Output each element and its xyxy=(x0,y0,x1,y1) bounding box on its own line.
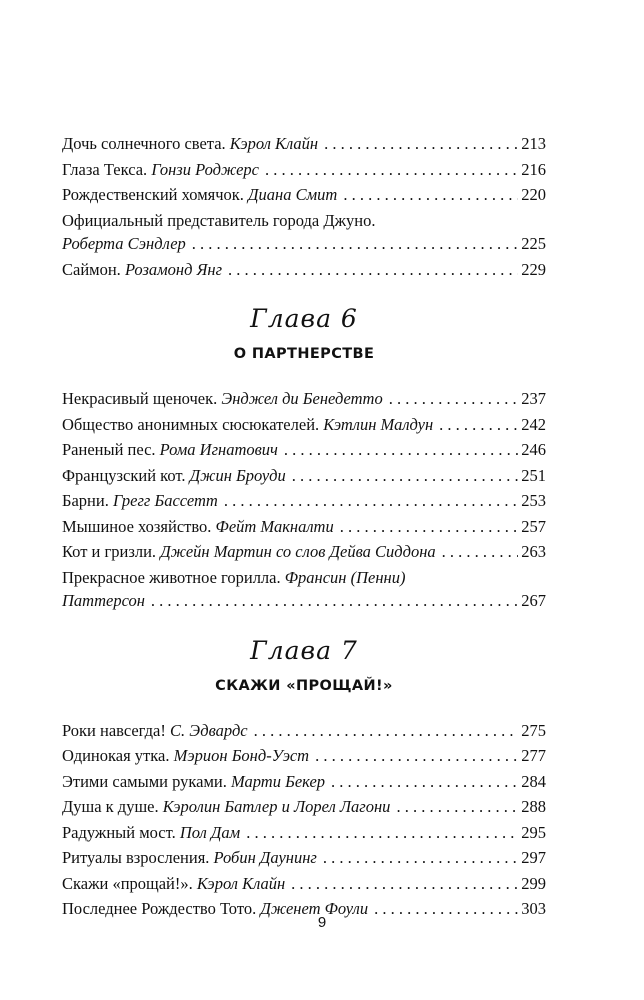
toc-entry xyxy=(62,515,546,539)
chapter-number: Глава 6 xyxy=(250,304,358,333)
toc-entry xyxy=(62,438,546,462)
toc-entry xyxy=(62,158,546,182)
entry-page: 246 xyxy=(521,440,546,459)
entry-page: 297 xyxy=(521,848,546,867)
entry-title: Рождественский хомячок. xyxy=(62,185,244,204)
entry-title: Одинокая утка. xyxy=(62,746,170,765)
entry-page: 237 xyxy=(521,389,546,408)
entry-author: Рома Игнатович xyxy=(159,440,278,459)
entry-author: Франсин (Пенни) xyxy=(284,567,406,587)
leader-dots xyxy=(396,795,518,819)
entry-author: Роберта Сэндлер xyxy=(62,234,186,253)
entry-author: Джейн Мартин со слов Дейва Сиддона xyxy=(160,542,436,561)
leader-dots xyxy=(343,183,518,207)
entry-page: 225 xyxy=(521,234,546,253)
chapter-heading xyxy=(62,303,546,365)
entry-page: 295 xyxy=(521,822,546,842)
entry-author: Мэрион Бонд-Уэст xyxy=(173,746,310,765)
toc-entry xyxy=(62,744,546,768)
entry-title: Этими самыми руками. xyxy=(62,771,227,791)
entry-page: 303 xyxy=(521,899,546,918)
entry-author: Робин Даунинг xyxy=(213,848,317,867)
entry-page: 267 xyxy=(521,591,546,610)
entry-author: Розамонд Янг xyxy=(124,259,223,279)
leader-dots xyxy=(439,413,518,437)
leader-dots xyxy=(291,872,518,896)
entry-author: С. Эдвардс xyxy=(169,720,248,740)
entry-title: Официальный представитель города Джуно. xyxy=(62,210,376,230)
entry-title: Раненый пес. xyxy=(62,440,156,459)
leader-dots xyxy=(292,464,518,488)
entry-author: Кэрол Клайн xyxy=(196,873,286,893)
entry-author: Марти Бекер xyxy=(231,771,326,791)
toc-entry xyxy=(62,413,546,437)
entry-page: 253 xyxy=(521,491,546,510)
leader-dots xyxy=(331,770,518,794)
entry-page: 299 xyxy=(521,873,546,893)
leader-dots xyxy=(224,489,518,513)
leader-dots xyxy=(389,387,519,411)
entry-author: Гонзи Роджерс xyxy=(151,159,259,179)
leader-dots xyxy=(254,719,519,743)
entry-author: Грегг Бассетт xyxy=(112,491,218,510)
toc-entry xyxy=(62,464,546,488)
toc-entry xyxy=(62,489,546,513)
toc-entry xyxy=(62,132,546,156)
entry-page: 251 xyxy=(521,465,546,485)
entry-title: Радужный мост. xyxy=(62,822,176,842)
leader-dots xyxy=(315,744,518,768)
toc-entry xyxy=(62,566,546,613)
entry-title: Скажи «прощай!». xyxy=(62,873,193,893)
entry-page: 288 xyxy=(521,797,546,816)
entry-title: Мышиное хозяйство. xyxy=(62,516,212,536)
leader-dots xyxy=(442,540,519,564)
entry-author: Дженет Фоули xyxy=(260,899,369,918)
toc-entry xyxy=(62,846,546,870)
entry-author: Кэтлин Малдун xyxy=(323,414,434,434)
entry-title: Душа к душе. xyxy=(62,797,159,816)
toc-entry xyxy=(62,540,546,564)
entry-page: 242 xyxy=(521,414,546,434)
toc-entry xyxy=(62,183,546,207)
leader-dots xyxy=(192,232,518,256)
toc-entry xyxy=(62,209,546,256)
leader-dots xyxy=(265,158,518,182)
toc-entry xyxy=(62,387,546,411)
entry-author-continued: Паттерсон xyxy=(62,591,145,610)
chapter-number: Глава 7 xyxy=(250,635,358,665)
entry-author: Фейт Макналти xyxy=(215,516,334,536)
leader-dots xyxy=(228,258,518,282)
table-of-contents xyxy=(62,132,546,923)
entry-title: Прекрасное животное горилла. xyxy=(62,567,281,587)
entry-title: Саймон. xyxy=(62,259,121,279)
toc-entry xyxy=(62,258,546,282)
entry-page: 229 xyxy=(521,259,546,279)
entry-page: 220 xyxy=(521,185,546,204)
entry-author: Джин Броуди xyxy=(189,465,286,485)
entry-title: Барни. xyxy=(62,491,109,510)
entry-page: 277 xyxy=(521,746,546,765)
entry-page: 275 xyxy=(521,720,546,740)
chapter-heading xyxy=(62,635,546,697)
entry-title: Кот и гризли. xyxy=(62,542,157,561)
entry-author: Кэролин Батлер и Лорел Лагони xyxy=(162,797,391,816)
entry-title: Французский кот. xyxy=(62,465,186,485)
leader-dots xyxy=(151,589,518,613)
entry-page: 284 xyxy=(521,771,546,791)
leader-dots xyxy=(323,846,518,870)
entry-title: Общество анонимных сюсюкателей. xyxy=(62,414,320,434)
chapter-title: О ПАРТНЕРСТВЕ xyxy=(233,346,375,362)
leader-dots xyxy=(284,438,518,462)
page-number: 9 xyxy=(317,914,327,931)
chapter-title: СКАЖИ «ПРОЩАЙ!» xyxy=(215,677,393,694)
toc-entry xyxy=(62,770,546,794)
entry-author: Пол Дам xyxy=(179,822,241,842)
entry-title: Ритуалы взросления. xyxy=(62,848,210,867)
entry-page: 263 xyxy=(521,542,546,561)
toc-entry xyxy=(62,795,546,819)
toc-entry xyxy=(62,821,546,845)
entry-title: Последнее Рождество Тото. xyxy=(62,899,257,918)
entry-author: Энджел ди Бенедетто xyxy=(221,389,383,408)
entry-title: Некрасивый щеночек. xyxy=(62,389,218,408)
entry-page: 213 xyxy=(521,134,546,153)
leader-dots xyxy=(340,515,519,539)
entry-page: 216 xyxy=(521,159,546,179)
entry-title: Дочь солнечного света. xyxy=(62,134,226,153)
leader-dots xyxy=(246,821,518,845)
toc-entry xyxy=(62,872,546,896)
entry-author: Диана Смит xyxy=(248,185,338,204)
entry-title: Глаза Текса. xyxy=(62,159,148,179)
leader-dots xyxy=(324,132,518,156)
entry-author: Кэрол Клайн xyxy=(229,134,319,153)
entry-title: Роки навсегда! xyxy=(62,720,166,740)
entry-page: 257 xyxy=(521,516,546,536)
toc-entry xyxy=(62,719,546,743)
